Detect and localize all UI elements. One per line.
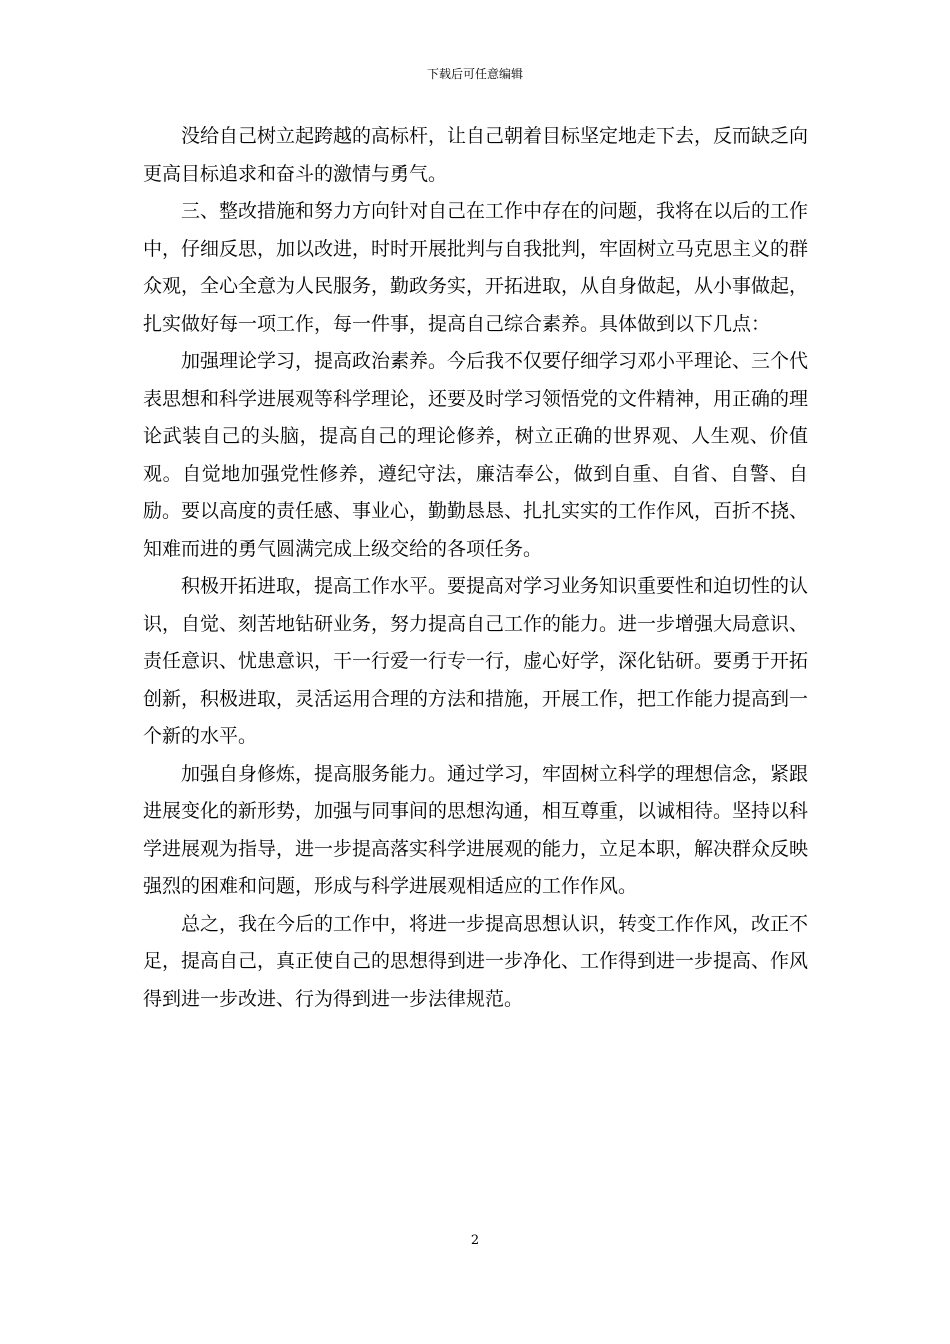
document-body bbox=[143, 118, 808, 1018]
paragraph-rectification-measures: 三、整改措施和努力方向针对自己在工作中存在的问题，我将在以后的工作中，仔细反思，加以改进，时时开展批判与自我批判，牢固树立马克思主义的群众观，全心全意为人民服务，勤政务实，开拓进取，从自身做起，从小事做起，扎实做好每一项工作，每一件事，提高自己综合素养。具体做到以下几点： bbox=[143, 200, 809, 335]
paragraph-theory-study: 加强理论学习，提高政治素养。今后我不仅要仔细学习邓小平理论、三个代表思想和科学进展观等科学理论，还要及时学习领悟党的文件精神，用正确的理论武装自己的头脑，提高自己的理论修养，树立正确的世界观、人生观、价值观。自觉地加强党性修养，遵纪守法，廉洁奉公，做到自重、自省、自警、自励。要以高度的责任感、事业心，勤勤恳恳、扎扎实实的工作作风，百折不挠、知难而进的勇气圆满完成上级交给的各项任务。 bbox=[143, 350, 809, 560]
paragraph-conclusion: 总之，我在今后的工作中，将进一步提高思想认识，转变工作作风，改正不足，提高自己，真正使自己的思想得到进一步净化、工作得到进一步提高、作风得到进一步改进、行为得到进一步法律规范。 bbox=[143, 912, 809, 1010]
page-number: 2 bbox=[470, 1233, 480, 1248]
paragraph-self-cultivation: 加强自身修炼，提高服务能力。通过学习，牢固树立科学的理想信念，紧跟进展变化的新形势，加强与同事间的思想沟通，相互尊重，以诚相待。坚持以科学进展观为指导，进一步提高落实科学进展观的能力，立足本职，解决群众反映强烈的困难和问题，形成与科学进展观相适应的工作作风。 bbox=[143, 762, 809, 897]
paragraph-opening-continuation: 没给自己树立起跨越的高标杆，让自己朝着目标坚定地走下去，反而缺乏向更高目标追求和奋斗的激情与勇气。 bbox=[143, 125, 809, 185]
page-header: 下载后可任意编辑 bbox=[426, 67, 523, 81]
paragraph-work-level: 积极开拓进取，提高工作水平。要提高对学习业务知识重要性和迫切性的认识，自觉、刻苦地钻研业务，努力提高自己工作的能力。进一步增强大局意识、责任意识、忧患意识，干一行爱一行专一行，虚心好学，深化钻研。要勇于开拓创新，积极进取，灵活运用合理的方法和措施，开展工作，把工作能力提高到一个新的水平。 bbox=[143, 575, 809, 747]
